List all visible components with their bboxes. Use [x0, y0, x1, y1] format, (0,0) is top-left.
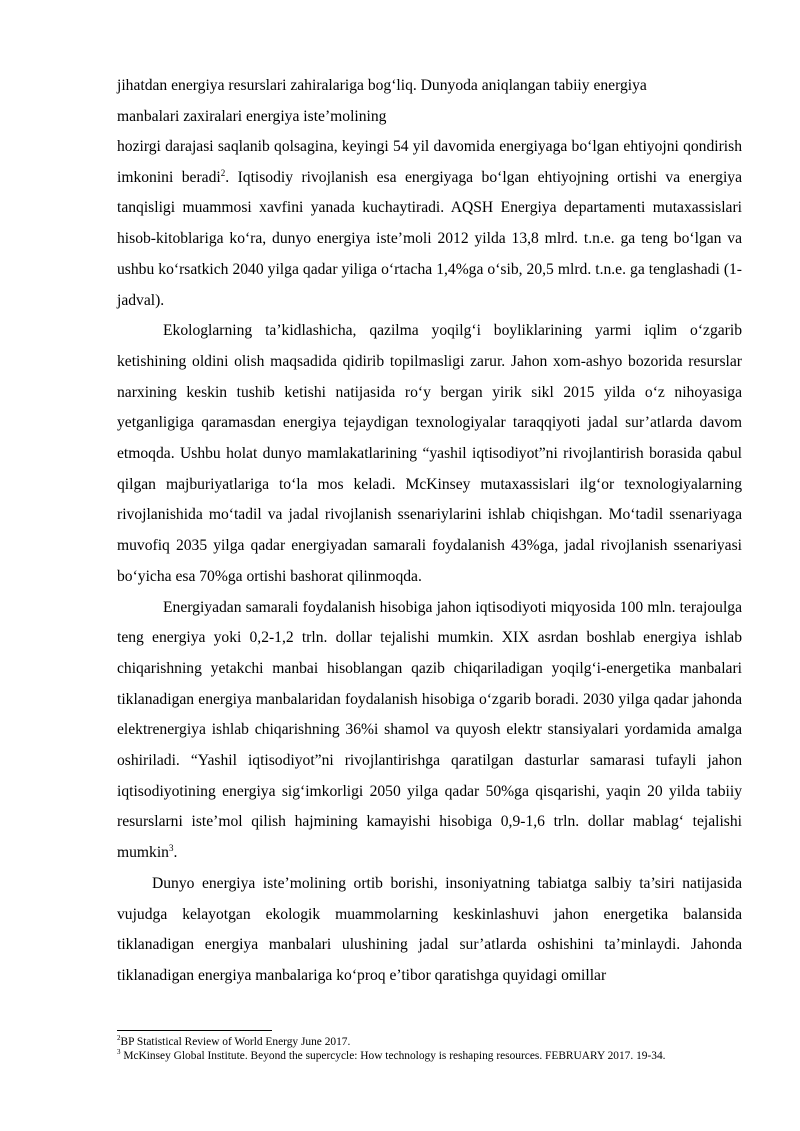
paragraph-5: Dunyo energiya iste’molining ortib borishi, insoniyatning tabiatga salbiy ta’siri natijasida vujudga kelayotgan ekologik muammolarning keskinlashuvi jahon energetika balansida tiklanadigan energiya manbalari ulushining jadal sur’atlarda oshishini ta’minlaydi. Jahonda tiklanadigan energiya manbalariga ko‘proq e’tibor qaratishga quyidagi omillar	[117, 874, 742, 984]
footnote-1-text: BP Statistical Review of World Energy June 2017.	[120, 1036, 351, 1048]
footnote-2-text: McKinsey Global Institute. Beyond the supercycle: How technology is reshaping resources. FEBRUARY 2017. 19-34.	[123, 1050, 666, 1063]
paragraph-1-line-1: jihatdan energiya resurslari zahiralariga bog‘liq. Dunyoda aniqlangan tabiiy energiya	[117, 77, 647, 94]
footnote-2-mark: 3	[117, 1048, 121, 1057]
paragraph-3: Ekologlarning ta’kidlashicha, qazilma yoqilg‘i boyliklarining yarmi iqlim o‘zgarib ketishining oldini olish maqsadida qidirib topilmasligi zarur. Jahon xom-ashyo bozorida resurslar narxining keskin tushib ketishi natijasida ro‘y bergan yirik sikl 2015 yilda o‘z nihoyasiga yetganligiga qaramasdan energiya tejaydigan texnologiyalar taraqqiyoti jadal sur’atlarda davom etmoqda. Ushbu holat dunyo mamlakatlarining “yashil iqtisodiyot”ni rivojlantirish borasida qabul qilgan majburiyatlariga to‘la mos keladi. McKinsey mutaxassislari ilg‘or texnologiyalarning rivojlanishida mo‘tadil va jadal rivojlanish ssenariylarini ishlab chiqishgan. Mo‘tadil ssenariyaga muvofiq 2035 yilga qadar energiyadan samarali foydalanish 43%ga, jadal rivojlanish ssenariyasi bo‘yicha esa 70%ga ortishi bashorat qilinmoqda.	[117, 322, 742, 585]
paragraph-4-text-b: .	[173, 844, 178, 862]
paragraph-2	[117, 132, 742, 316]
paragraph-4-text-a: Energiyadan samarali foydalanish hisobiga jahon iqtisodiyoti miqyosida 100 mln. terajoulga teng energiya yoki 0,2-1,2 trln. dollar tejalishi mumkin. XIX asrdan boshlab energiya ishlab chiqarishning yetakchi manbai hisoblangan qazib chiqariladigan yoqilg‘i-energetika manbalari tiklanadigan energiya manbalaridan foydalanish hisobiga o‘zgarib boradi. 2030 yilga qadar jahonda elektrenergiya ishlab chiqarishning 36%i shamol va quyosh elektr stansiyalari yordamida amalga oshiriladi. “Yashil iqtisodiyot”ni rivojlantirishga qaratilgan dasturlar samarasi tufayli jahon iqtisodiyotining energiya sig‘imkorligi 2050 yilga qadar 50%ga qisqarishi, yaqin 20 yilda tabiiy resurslarni iste’mol qilish hajmining kamayishi hisobiga 0,9-1,6 trln. dollar mablag‘ tejalishi mumkin	[117, 598, 742, 862]
footnote-ref-3[interactable]: 3	[168, 842, 174, 853]
paragraph-2-text-b: . Iqtisodiy rivojlanish esa energiyaga bo‘lgan ehtiyojning ortishi va energiya tanqisligi muammosi xavfini yanada kuchaytiradi. AQSH Energiya departamenti mutaxassislari hisob-kitoblariga ko‘ra, dunyo energiya iste’moli 2012 yilda 13,8 mlrd. t.n.e. ga teng bo‘lgan va ushbu ko‘rsatkich 2040 yilga qadar yiliga o‘rtacha 1,4%ga o‘sib, 20,5 mlrd. t.n.e. ga tenglashadi (1-jadval).	[117, 168, 742, 309]
paragraph-1	[117, 71, 742, 132]
footnote-separator	[117, 1030, 272, 1031]
footnote-1	[117, 1035, 742, 1049]
footnotes	[117, 1035, 742, 1064]
document-body	[117, 71, 742, 992]
paragraph-2-text-a: hozirgi darajasi saqlanib qolsagina, keyingi 54 yil davomida energiyaga bo‘lgan ehtiyojni qondirish imkonini beradi	[117, 138, 742, 186]
footnote-2	[117, 1049, 742, 1063]
paragraph-1-line-2: manbalari zaxiralari energiya iste’molining	[117, 107, 387, 125]
paragraph-4	[117, 593, 742, 869]
footnote-ref-2[interactable]: 2	[220, 167, 226, 178]
footnote-1-mark: 2	[117, 1034, 121, 1043]
